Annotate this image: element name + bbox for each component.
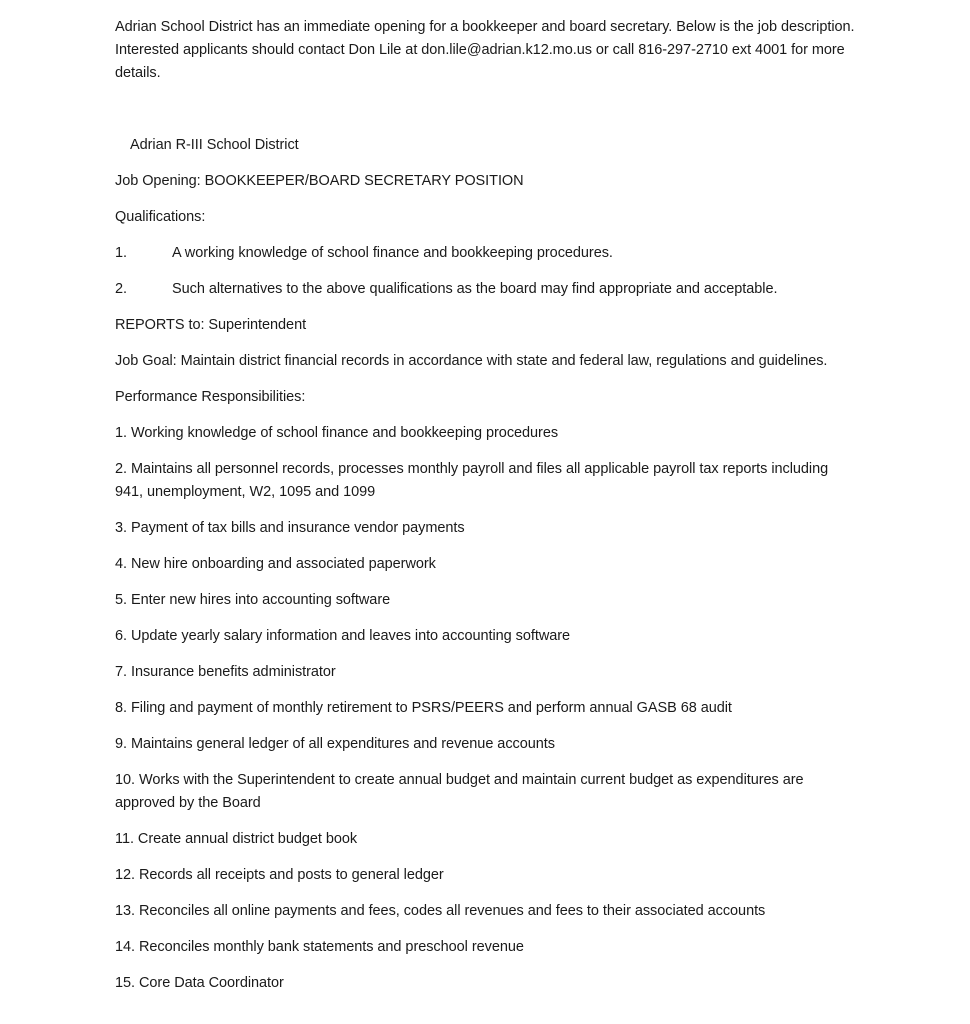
reports-to-line: REPORTS to: Superintendent: [115, 317, 307, 333]
blank-line: [115, 98, 855, 121]
responsibility-item: 2. Maintains all personnel records, processes monthly payroll and files all applicable payroll tax reports including 941, unemployment, W2, 1095 and 1099: [115, 461, 833, 500]
qualifications-heading: Qualifications:: [115, 209, 206, 225]
responsibility-item: 13. Reconciles all online payments and fees, codes all revenues and fees to their associated accounts: [115, 903, 766, 919]
responsibility-item: 14. Reconciles monthly bank statements and preschool revenue: [115, 939, 524, 955]
qualification-text: A working knowledge of school finance and bookkeeping procedures.: [172, 245, 613, 261]
responsibility-item: 15. Core Data Coordinator: [115, 975, 284, 991]
responsibility-item: 8. Filing and payment of monthly retirement to PSRS/PEERS and perform annual GASB 68 audit: [115, 700, 732, 716]
responsibility-item: 10. Works with the Superintendent to create annual budget and maintain current budget as expenditures are approved by the Board: [115, 772, 808, 811]
responsibility-item: 3. Payment of tax bills and insurance vendor payments: [115, 520, 465, 536]
qualification-number: 2.: [115, 281, 127, 297]
responsibility-item: 11. Create annual district budget book: [115, 831, 358, 847]
responsibility-item: 6. Update yearly salary information and leaves into accounting software: [115, 628, 571, 644]
responsibility-item: 1. Working knowledge of school finance and bookkeeping procedures: [115, 425, 559, 441]
responsibility-item: 4. New hire onboarding and associated paperwork: [115, 556, 436, 572]
job-goal-line: Job Goal: Maintain district financial records in accordance with state and federal law, regulations and guidelines.: [115, 353, 828, 369]
qualification-number: 1.: [115, 245, 127, 261]
job-opening-line: Job Opening: BOOKKEEPER/BOARD SECRETARY POSITION: [115, 173, 524, 189]
qualification-item: [115, 278, 855, 301]
responsibilities-heading: Performance Responsibilities:: [115, 389, 306, 405]
intro-paragraph: Adrian School District has an immediate opening for a bookkeeper and board secretary. Below is the job description. Interested applicants should contact Don Lile at don.lile@adrian.k12.mo.us or call 816-297-2710 ext 4001 for more details.: [115, 19, 863, 81]
responsibility-item: 5. Enter new hires into accounting software: [115, 592, 391, 608]
qualification-text: Such alternatives to the above qualifications as the board may find appropriate and acceptable.: [172, 281, 778, 297]
district-title: Adrian R-III School District: [130, 137, 299, 153]
qualification-item: [115, 242, 855, 265]
responsibility-item: 7. Insurance benefits administrator: [115, 664, 336, 680]
responsibility-item: 12. Records all receipts and posts to general ledger: [115, 867, 444, 883]
responsibility-item: 9. Maintains general ledger of all expenditures and revenue accounts: [115, 736, 555, 752]
